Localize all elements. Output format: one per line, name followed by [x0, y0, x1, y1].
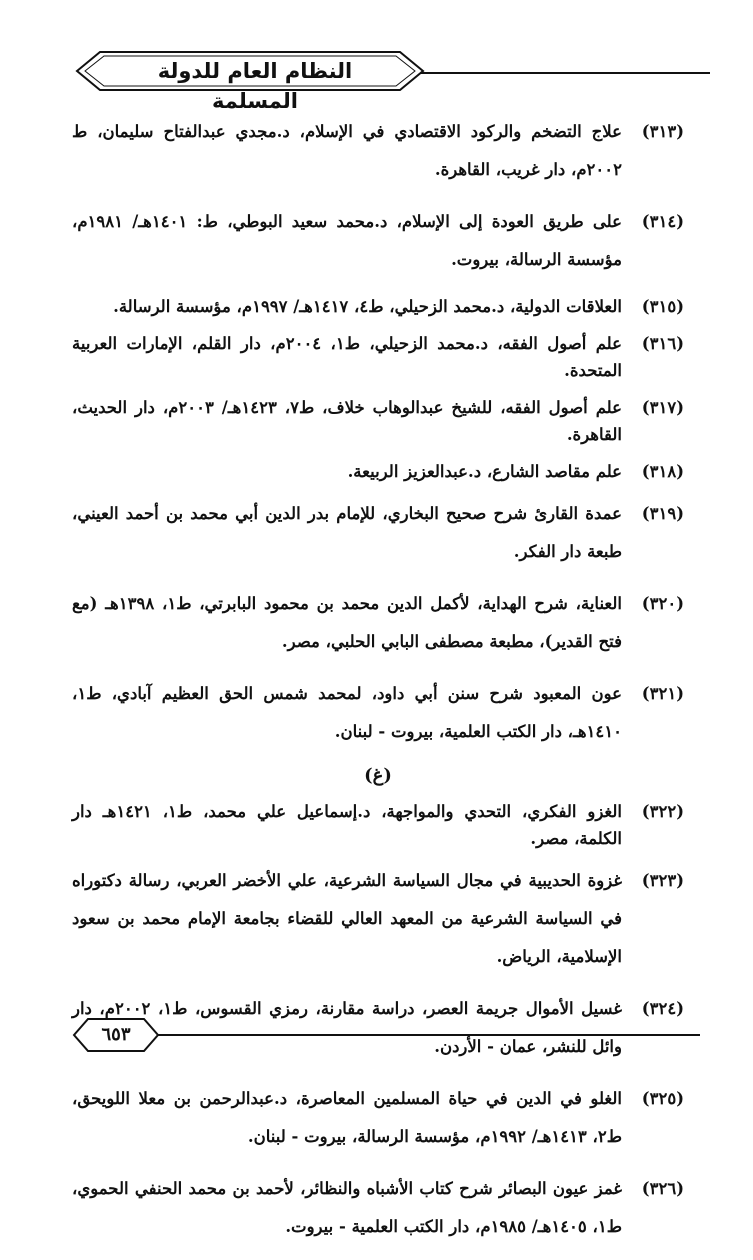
header-title: النظام العام للدولة المسلمة	[157, 59, 353, 113]
entry-text: غزوة الحديبية في مجال السياسة الشرعية، علي الأخضر العربي، رسالة دكتوراه في السياسة الشرعية من المعهد العالي للقضاء بجامعة الإمام محمد بن سعود الإسلامية، الرياض.	[72, 871, 622, 966]
entry-text: علم أصول الفقه، د.محمد الزحيلي، ط١، ٢٠٠٤م، دار القلم، الإمارات العربية المتحدة.	[72, 334, 622, 380]
bibliography-entry	[72, 330, 684, 384]
entry-text: الغلو في الدين في حياة المسلمين المعاصرة، د.عبدالرحمن بن معلا اللويحق، ط٢، ١٤١٣هـ/ ١٩٩٢م، مؤسسة الرسالة، بيروت - لبنان.	[72, 1089, 622, 1146]
entry-number: (٣٢٥)	[641, 1089, 684, 1108]
page-footer	[70, 1015, 700, 1055]
entry-number: (٣١٨)	[641, 462, 684, 481]
entry-text: علم أصول الفقه، للشيخ عبدالوهاب خلاف، ط٧، ١٤٢٣هـ/ ٢٠٠٣م، دار الحديث، القاهرة.	[72, 398, 622, 444]
section-heading: (غ)	[364, 765, 392, 786]
bibliography-entry	[72, 113, 684, 189]
entry-text: علاج التضخم والركود الاقتصادي في الإسلام، د.مجدي عبدالفتاح سليمان، ط ٢٠٠٢م، دار غريب، القاهرة.	[72, 122, 622, 179]
entry-text: العناية، شرح الهداية، لأكمل الدين محمد بن محمود البابرتي، ط١، ١٣٩٨هـ (مع فتح القدير)، مطبعة مصطفى البابي الحلبي، مصر.	[72, 594, 623, 651]
entry-number: (٣٢٣)	[641, 871, 684, 890]
bibliography-entry	[72, 394, 684, 448]
footer-ornament	[70, 1015, 700, 1055]
entry-text: العلاقات الدولية، د.محمد الزحيلي، ط٤، ١٤١٧هـ/ ١٩٩٧م، مؤسسة الرسالة.	[113, 297, 622, 316]
entry-text: الغزو الفكري، التحدي والمواجهة، د.إسماعيل علي محمد، ط١، ١٤٢١هـ دار الكلمة، مصر.	[72, 802, 622, 848]
entry-number: (٣١٣)	[641, 122, 684, 141]
entry-number: (٣١٧)	[641, 398, 684, 417]
bibliography-entry	[72, 862, 684, 976]
entry-number: (٣١٤)	[641, 212, 684, 231]
bibliography-entry	[72, 675, 684, 751]
bibliography-entry	[72, 495, 684, 571]
entry-text: غمز عيون البصائر شرح كتاب الأشباه والنظائر، لأحمد بن محمد الحنفي الحموي، ط١، ١٤٠٥هـ/ ١٩٨٥م، دار الكتب العلمية - بيروت.	[72, 1179, 622, 1236]
bibliography-entry	[72, 585, 684, 661]
entry-text: عمدة القارئ شرح صحيح البخاري، للإمام بدر الدين أبي محمد بن أحمد العيني، طبعة دار الفكر.	[72, 504, 622, 561]
running-header	[55, 46, 710, 113]
bibliography-entry	[72, 1080, 684, 1156]
entry-text: على طريق العودة إلى الإسلام، د.محمد سعيد البوطي، ط: ١٤٠١هـ/ ١٩٨١م، مؤسسة الرسالة، بيروت.	[72, 212, 622, 269]
bibliography-entry	[72, 1170, 684, 1246]
bibliography-list	[72, 113, 684, 1260]
entry-number: (٣٢٦)	[641, 1179, 684, 1198]
page-number: ٦٥٣	[101, 1024, 131, 1045]
entry-number: (٣٢١)	[641, 684, 684, 703]
entry-number: (٣٢٠)	[641, 594, 684, 613]
entry-number: (٣١٦)	[641, 334, 684, 353]
entry-text: غسيل الأموال جريمة العصر، دراسة مقارنة، رمزي القسوس، ط١، ٢٠٠٢م، دار وائل للنشر، عمان - الأردن.	[72, 999, 622, 1056]
bibliography-entry	[72, 458, 684, 485]
entry-text: علم مقاصد الشارع، د.عبدالعزيز الربيعة.	[347, 462, 622, 481]
entry-number: (٣٢٢)	[641, 802, 684, 821]
entry-number: (٣١٩)	[641, 504, 684, 523]
entry-text: عون المعبود شرح سنن أبي داود، لمحمد شمس الحق العظيم آبادي، ط١، ١٤١٠هـ، دار الكتب العلمية، بيروت - لبنان.	[72, 684, 622, 741]
entry-number: (٣٢٤)	[641, 999, 684, 1018]
bibliography-entry	[72, 293, 684, 320]
bibliography-entry	[72, 203, 684, 279]
entry-number: (٣١٥)	[641, 297, 684, 316]
bibliography-entry	[72, 798, 684, 852]
